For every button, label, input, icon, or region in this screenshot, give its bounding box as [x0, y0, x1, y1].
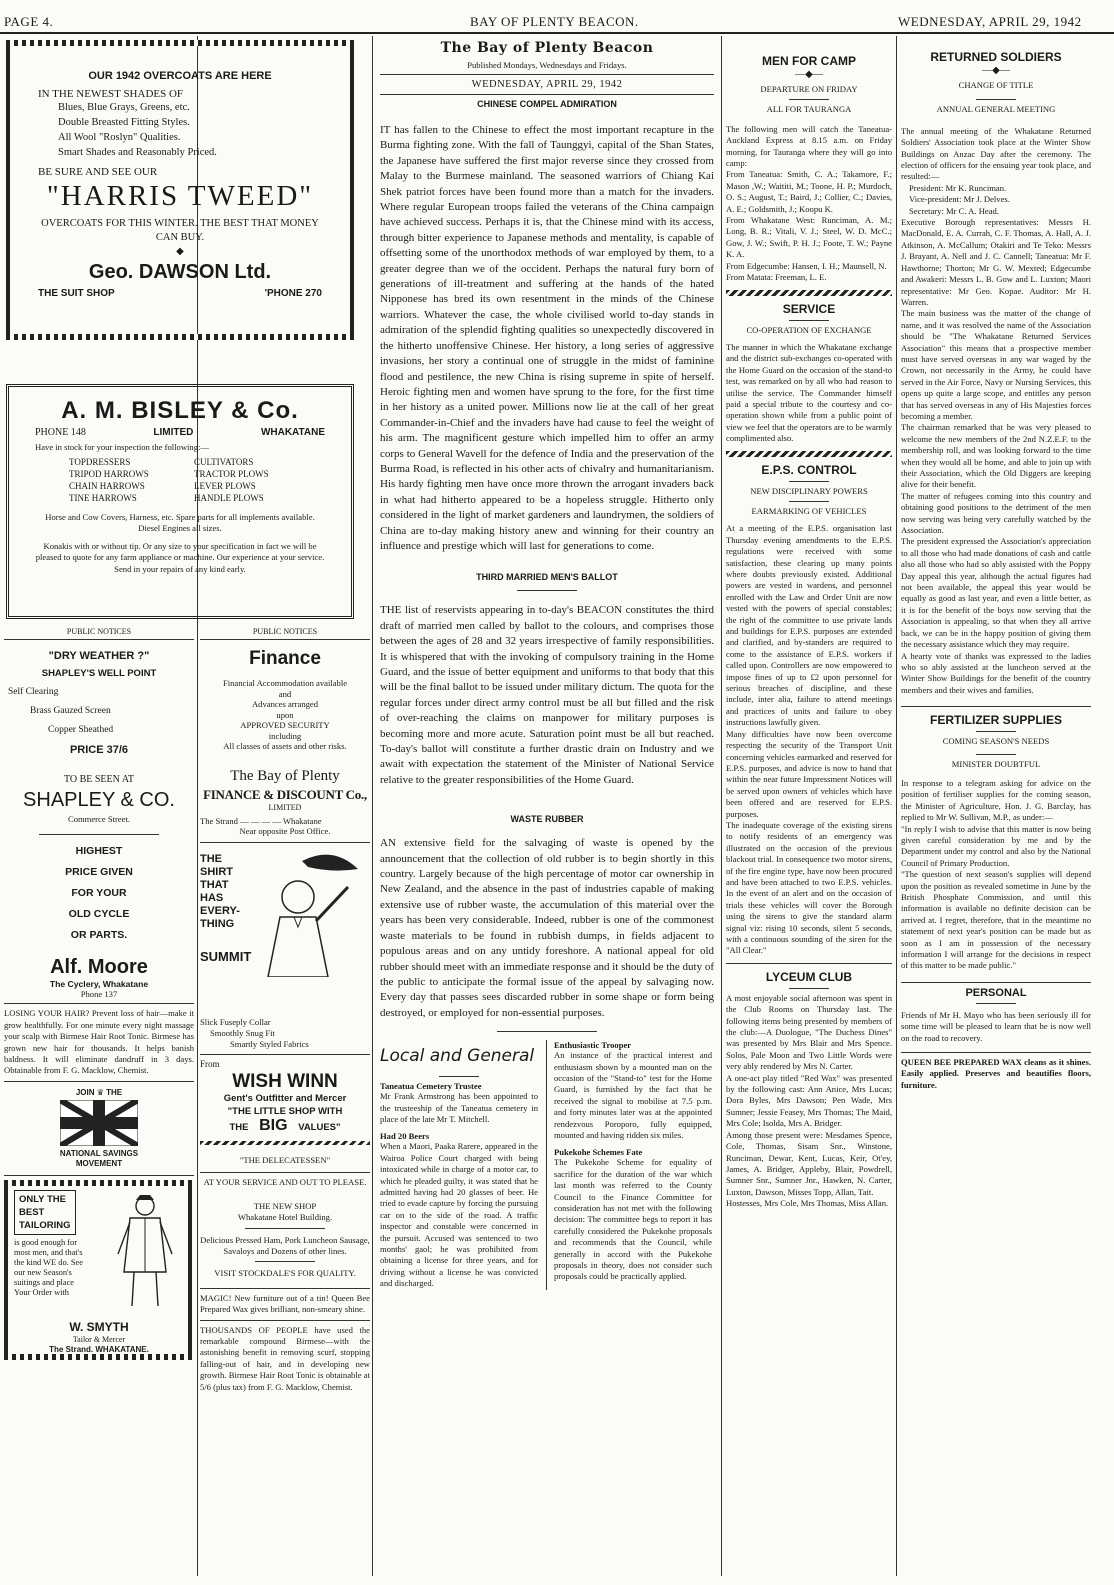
deli-visit: VISIT STOCKDALE'S FOR QUALITY. — [214, 1268, 356, 1279]
local-general-title: Local and General — [380, 1046, 535, 1067]
summit-word: HAS — [200, 891, 224, 904]
article-body: The inadequate coverage of the existing sirens to notify residents of an emergency was illustrated on the occasion of the previous blackout trial. In consequence two motor sirens, of the fire engine type, have now been procured and have been attached to two E.P.S. vehicles. In the event of an alert and on the occasion of trials these vehicles will cover the Borough using the sirens to give the standard alarm signal viz: rising 10 seconds, silent 5 seconds, with a continuous sounding of the siren for the "All Clear." — [726, 819, 892, 956]
article-subtitle: ALL FOR TAURANGA — [766, 104, 852, 115]
editorial-body: IT has fallen to the Chinese to effect the most important recapture in the Burma fighting zone. With the fall of Taunggyi, capital of the Shan States, the Japanese have suffered the first major reverse since they crossed from Malay to the Burmese mainland. The seasoned warriors of Chiang Kai Shek patriot forces have been found more than a match for the invaders. Where regular European troops failed the veterans of the China campaign have achieved success. Perhaps it is, that the Chinese mind with its access, through bitter experience to Japanese methods and mentality, is capable of offsetting some of the unorthodox methods of war employed by them, to a greater degree than we of the occident. Perhaps the natural fury born of generations of ill-treatment and suffering at the hands of the hated Nipponese has bred its own resentment in the minds of the Chinese warriors. Whatever the case, the whole civilised world to-day stands in admiration of the splendid fighting qualities so unexpectedly discovered in the hitherto unoffensive Chinese. Her history, a long series of aggressive invasions, her story a continual one of struggle in the midst of faminine flood and pestilence, the new China is rising supreme in spite of herself. Heroic fighting men and women have sprung to the fore, for the first time in her history as a united power. Millions now lie at the call of her great Commander-in-Chief and the invaders have had cause to feel the weight of his arm. The magnificent gesture which impelled him to offer an army corps to General Wavell for the defence of India and the preservation of the Burma Road, is reflected in his other acts of chivalry and humanitarianism. His hardy fighting men have once more thrown the arrogant invaders back in what had hitherto appeared to be a hopeless struggle. Hitherto only considered in the light of market gardeners and laundrymen, the soldiers of China are to-day making history anew and winning for their country an influence and prestige which will last for generations to come. — [380, 124, 714, 552]
smyth-head: BEST — [19, 1206, 45, 1218]
article-body: From Edgecumbe: Hansen, I. H.; Maunsell, N. — [726, 260, 887, 271]
feature: Copper Sheathed — [48, 725, 114, 736]
editorial-title: WASTE RUBBER — [510, 814, 584, 825]
article-title: E.P.S. CONTROL — [761, 462, 857, 477]
brief-body: An instance of the practical interest and enthusiasm shown by a mounted man on the occasion of the "Stand-to" test for the Home Guard, is furnished by the fact that he received the signal to mobilise at 7.5 p.m. and forty minutes later was at the appointed rendezvous Poroporo, fully equipped, mounted and having ridden six miles. — [554, 1050, 712, 1140]
article-body: A hearty vote of thanks was expressed to the ladies who so ably assisted at the luncheon served at the Winter Show Buildings for the benefit of the country members and their wives and families. — [901, 650, 1091, 695]
magic-notice: MAGIC! New furniture out of a tin! Queen Bee Prepared Wax gives brilliant, non-smeary shine. — [200, 1292, 370, 1315]
stock-item: TRACTOR PLOWS — [194, 469, 269, 479]
smyth-body: is good enough for most men, and that's the kind WE do. See our new Season's suitings and place Your Order with — [14, 1237, 83, 1297]
finance-strand: The Strand — — — — Whakatane — [200, 815, 322, 826]
article-body: A one-act play titled "Red Wax" was presented by the following cast: Ann Anice, Mrs Lucas; Dora Byles, Mrs Dawson; Pen Wade, Mrs Sumner; Jessie Feasey, Mrs Thomas; The Maid, Mrs Cole; Isolda, Mrs A. Bridger. — [726, 1072, 892, 1129]
stock-item: HANDLE PLOWS — [194, 493, 264, 503]
summit-feature: Smartly Styled Fabrics — [230, 1038, 309, 1049]
winn-slogan-the: THE — [229, 1121, 249, 1133]
ad-line: Blues, Blue Grays, Greens, etc. — [58, 102, 190, 113]
deli-service: AT YOUR SERVICE AND OUT TO PLEASE. — [203, 1177, 367, 1188]
stock-item: CHAIN HARROWS — [69, 481, 145, 491]
section-label: PUBLIC NOTICES — [200, 626, 370, 640]
summit-word: SHIRT — [200, 865, 233, 878]
editorial-title: CHINESE COMPEL ADMIRATION — [477, 99, 617, 109]
brief-head: Pukekohe Schemes Fate — [554, 1147, 643, 1158]
deli-new: THE NEW SHOP — [253, 1200, 317, 1211]
article-body: The following men will catch the Taneatua-Auckland Express at 8.15 a.m. on Friday morning, for Tauranga where they will go into camp: — [726, 123, 892, 169]
moore-line: OR PARTS. — [70, 929, 128, 942]
article-body: The manner in which the Whakatane exchange and the district sub-exchanges co-operated with the Home Guard on the occasion of the stand-to test, was remarked on by all who had reason to utilise the service. The Commander himself paid a special tribute to the courtesy and co-operation shown while from a public point of view we feel that the operators are to be warmly complimented also. — [726, 341, 892, 444]
article-subtitle: CO-OPERATION OF EXCHANGE — [746, 324, 872, 335]
article-subtitle: ANNUAL GENERAL MEETING — [936, 104, 1056, 115]
article-subtitle: CHANGE OF TITLE — [958, 80, 1034, 90]
smyth-firm: W. SMYTH — [69, 1319, 129, 1334]
bisley-konakis: Konakis with or without tip. Or any size to your specification in fact we will be pleased to quote for any farm appliance or machine. Our experience at your service. Send in your repairs of any kind early. — [35, 540, 325, 574]
section-label: PUBLIC NOTICES — [4, 626, 194, 640]
feature: Self Clearing — [8, 687, 59, 698]
article-body: From Taneatua: Smith, C. A.; Takamore, F.; Mason ,W.; Waititi, M.; Toone, H. P.; Murdoch, O. S.; August, T.; Baird, J.; Collier, C.; Davies, A. E.; Goldsmith, J.; Koopu K. — [726, 169, 892, 214]
moore-place: The Cyclery, Whakatane — [49, 979, 149, 990]
ad-headline: OUR 1942 OVERCOATS ARE HERE — [88, 70, 272, 82]
winn-from: From — [200, 1058, 220, 1069]
article-body: At a meeting of the E.P.S. organisation last Thursday evening amendments to the E.P.S. regulations were received with some satisfaction, these clearing up many points where doubts previously existed. Additional powers are vested in wardens, and personnel enrolled with the Law and Order Unit are now vested with the powers of special constables; the right of the committee to use private lands and buildings for E.P.S. purposes are extended and clarified, and by-standers are required to come to the assistance of E.P.S. workers if called upon. Controllers are now empowered to impose fines of up to £2 upon personnel for serious breaches of discipline, and these include, inter alia, failure to attend meetings and practices of units and failure to obey instructions lawfully given. — [726, 523, 892, 728]
article-subtitle: MINISTER DOUBTFUL — [951, 758, 1041, 769]
article-body: "In reply I wish to advise that this matter is now being given careful consideration by me and by the Department under my control and also by the National Council of Primary Production. — [901, 823, 1091, 868]
article-title: PERSONAL — [965, 986, 1027, 999]
ad-product: "HARRIS TWEED" — [46, 180, 314, 212]
savings-join: JOIN — [75, 1087, 95, 1097]
finance-firm2: FINANCE & DISCOUNT Co., — [203, 786, 367, 802]
birmese-notice: THOUSANDS OF PEOPLE have used the remarkable compound Birmese—with the astonishing benefit in removing scurf, stopping falling-out of hair, and in developing new growth. Birmese Hair Root Tonic is obtainable at 5/6 (plus tax) from F. G. Macklow, Chemist. — [200, 1324, 370, 1392]
tailor-figure-icon — [110, 1192, 180, 1310]
brief-body: The Pukekohe Scheme for equality of sacrifice for the duration of the war which last month was referred to the County Council to the Finance Committee for consideration has not met with the following decision: The committee begs to report it has carefully considered the Pukekohe proposals and recommends that the Council, while generally in accord with the Pukekohe proposals in theory, does not consider such proposals could be practically applied. — [554, 1157, 712, 1282]
moore-line: FOR YOUR — [71, 887, 127, 900]
smyth-ad — [4, 1180, 194, 1360]
dawson-ad: OUR 1942 OVERCOATS ARE HERE IN THE NEWEST SHADES OF Blues, Blue Grays, Greens, etc. Double Breasted Fitting Styles. All Wool "Roslyn" Qualities. Smart Shades and Reasonably Priced. BE SURE AND SEE OUR "HARRIS TWEED" OVERCOATS FOR THIS WINTER. THE BEST THAT MONEY CAN BUY. ◆ Geo. DAWSON Ltd. THE SUIT SHOP 'PHONE 270 — [38, 70, 322, 299]
savings-ad: JOIN ♛ THE NATIONAL SAVINGS MOVEMENT — [4, 1088, 194, 1169]
finance-line: upon — [276, 709, 294, 720]
article-title: LYCEUM CLUB — [765, 969, 853, 984]
union-jack-icon — [60, 1100, 138, 1146]
editorial-date: WEDNESDAY, APRIL 29, 1942 — [471, 79, 623, 90]
brief-head: Had 20 Beers — [380, 1131, 430, 1142]
article-subtitle: EARMARKING OF VEHICLES — [751, 505, 867, 516]
stock-item: LEVER PLOWS — [194, 481, 256, 491]
feature: Brass Gauzed Screen — [30, 706, 111, 717]
article-title: FERTILIZER SUPPLIES — [929, 713, 1062, 728]
summit-ad — [200, 853, 370, 1013]
stock-item: CULTIVATORS — [194, 457, 254, 467]
issue-date: WEDNESDAY, APRIL 29, 1942 — [898, 14, 1082, 29]
ad-firm: Geo. DAWSON Ltd. — [88, 261, 272, 283]
shapley-question: "DRY WEATHER ?" — [48, 650, 150, 663]
winn-slogan-big: BIG — [259, 1116, 288, 1134]
winn-slogan-values: VALUES" — [298, 1121, 341, 1133]
savings-label: NATIONAL SAVINGS MOVEMENT — [59, 1148, 139, 1168]
bisley-firm: A. M. BISLEY & Co. — [61, 397, 299, 424]
article-subtitle: NEW DISCIPLINARY POWERS — [750, 485, 868, 496]
editorial-column — [380, 40, 714, 1576]
queen-bee-notice: QUEEN BEE PREPARED WAX cleans as it shines. Easily applied. Preserves and beautifies floors, furniture. — [901, 1057, 1091, 1090]
deli-where: Whakatane Hotel Building. — [237, 1212, 333, 1223]
editorial-title: THIRD MARRIED MEN'S BALLOT — [476, 572, 618, 583]
article-subtitle: DEPARTURE ON FRIDAY — [760, 84, 858, 94]
moore-firm: Alf. Moore — [50, 956, 148, 979]
finance-line: including — [268, 730, 302, 741]
shapley-product: SHAPLEY'S WELL POINT — [41, 668, 157, 680]
newspaper-name: BAY OF PLENTY BEACON. — [470, 14, 639, 29]
moore-line: HIGHEST — [75, 845, 123, 858]
finance-title: Finance — [249, 648, 321, 670]
ad-phone: 'PHONE 270 — [264, 288, 322, 299]
smyth-head: TAILORING — [19, 1219, 71, 1231]
deli-foods: Delicious Pressed Ham, Pork Luncheon Sausage, Savaloys and Dozens of other lines. — [200, 1234, 370, 1256]
article-body: In response to a telegram asking for advice on the position of fertiliser supplies for the coming season, the Minister of Agriculture, Hon. J. G. Barclay, has replied to Mr W. Sullivan, M.P., as under:— — [901, 777, 1091, 823]
article-title: MEN FOR CAMP — [762, 54, 856, 68]
brief-body: When a Maori, Paaka Rarere, appeared in the Wairoa Police Court charged with being intoxicated while in charge of a motor car, to which he pleaded guilty, it was stated that he admitted having had 20 glasses of beer. He tried to evade capture by forcing the pursuing car on to the side of the road. A traffic inspector and constable were concerned in the pursuit. Accused was sentenced to two months' gaol; he was prohibited from obtaining a license for three years, and for driving without a license he was convicted and discharged. — [380, 1141, 538, 1289]
finance-line: and — [278, 688, 292, 699]
finance-firm: The Bay of Plenty — [230, 767, 340, 784]
brief-head: Taneatua Cemetery Trustee — [380, 1081, 482, 1092]
column-1 — [4, 626, 194, 1576]
stock-item: TINE HARROWS — [69, 493, 137, 503]
column-4: MEN FOR CAMP —◆— DEPARTURE ON FRIDAY ALL FOR TAURANGA The following men will catch the Taneatua-Auckland Express at 8.15 a.m. on Friday morning, for Tauranga where they will go into camp: From Taneatua: Smith, C. A.; Takamore, F.; Mason ,W.; Waititi, M.; Toone, H. P.; Murdoch, O. S.; August, T.; Baird, J.; Collier, C.; Davies, A. E.; Goldsmith, J.; Koopu K. From Whakatane West: Runciman, A. M.; Long, B. R.; Vitali, V. J.; Steel, W. D. McC.; Gow, J. W.; Swift, P. H. J.; Foote, T. W.; Payne K. A. From Edgecumbe: Hansen, I. H.; Maunsell, N. From Matata: Freeman, L. E. SERVICE CO-OPERATION OF EXCHANGE The manner in which the Whakatane exchange and the district sub-exchanges co-operated with the Home Guard on the occasion of the stand-to test, was remarked on by all who had reason to utilise the service. The Commander himself paid a special tribute to the courtesy and co-operation shown while from a public point of view we feel that the operators are to be warmly complimented also. E.P.S. CONTROL NEW DISCIPLINARY POWERS EARMARKING OF VEHICLES At a meeting of the E.P.S. organisation last Thursday evening amendments to the E.P.S. regulations were received with some satisfaction, these clearing up many points where doubts previously existed. Additional powers are vested in wardens, and personnel enrolled with the Law and Order Unit are now vested with the powers of special constables; the right of the committee to use private lands and buildings for E.P.S. purposes are extended and clarified, and by-standers are required to come to the assistance of E.P.S. workers if called upon. Controllers are now empowered to impose fines of up to £2 upon personnel for serious breaches of discipline, and these include, inter alia, failure to attend meetings and practices of units and failure to obey instructions lawfully given. Many difficulties have now been overcome respecting the security of the Transport Unit concerning vehicles earmarked and reserved for E.P.S. purposes, and advice is now to hand that within the near future Impressment Notices will be served upon owners of vehicles which have been offered and are reserved for E.P.S. purposes. The inadequate coverage of the existing sirens to notify residents of an emergency was illustrated on the occasion of the previous blackout trial. In consequence two motor sirens, of the fire engine type, have now been procured and have been attached to two E.P.S. vehicles. In the event of an alert and on the occasion of trials these vehicles will cover the Borough using the sirens to give the standard alarm signal viz: rising 10 seconds, silent 5 seconds, with a continuous sounding of the siren for the "All Clear." LYCEUM CLUB A most enjoyable social afternoon was spent in the Club Rooms on Thursday last. The following items being presented by members of the club:—A Duologue, "The Duchess Dines" was presented by Mrs Blair and Mrs Spence. Solos, Pale Moon and Two Little Words were very ably rendered by Mrs N. Carter. A one-act play titled "Red Wax" was presented by the following cast: Ann Anice, Mrs Lucas; Dora Byles, Mrs Dawson; Pen Wade, Mrs Sumner; Jessie Feasey, Mrs Thomas; The Maid, Mrs Cole; Isolda, Mrs A. Bridger. Among those present were: Mesdames Spence, Cole, Thomas, Sisam Snr., Winstone, Runciman, Dewar, Kent, Lucas, Keir, Ot'ey, James, A. Bridger, Appleby, Blair, Powdrell, Sumner Snr., Sumner Jnr., Hawken, N. Carter, Luxton, Dawson, Misses Topp, Allan, Tait. Hostesses, Mrs Cole, Mrs Thomas, Miss Allan. — [726, 54, 892, 1209]
summit-word: EVERY- — [200, 904, 240, 917]
finance-line: All classes of assets and other risks. — [223, 741, 347, 752]
finance-limited: LIMITED — [268, 802, 302, 812]
article-body: The matter of refugees coming into this country and obtaining good positions to the detriment of the men now serving was being very carefully watched by the Association. — [901, 490, 1091, 536]
finance-near: Near opposite Post Office. — [239, 825, 331, 836]
article-body: From Whakatane West: Runciman, A. M.; Long, B. R.; Vitali, V. J.; Steel, W. D. McC.; Gow, J. W.; Swift, P. H. J.; Foote, T. W.; Payne K. A. — [726, 215, 892, 260]
shapley-price: PRICE 37/6 — [69, 744, 129, 757]
finance-line: Advances arranged — [251, 699, 319, 710]
article-body: A most enjoyable social afternoon was spent in the Club Rooms on Thursday last. The following items being presented by members of the club:—A Duologue, "The Duchess Dines" was presented by Mrs Blair and Mrs Spence. Solos, Pale Moon and Two Little Words were very ably rendered by Mrs N. Carter. — [726, 992, 892, 1072]
article-title: RETURNED SOLDIERS — [930, 50, 1062, 64]
finance-line: APPROVED SECURITY — [240, 720, 330, 731]
editorial-body: AN extensive field for the salvaging of waste is opened by the announcement that the collection of old rubber is to begin shortly in this country. Largely because of the high percentage of motor car ownership in New Zealand, and the absence in the past of industries capable of making extensive use of rubber waste, the accumulation of this material over the years has been very considerable. Indeed, rubber is one of the commonest waste materials to be found in rubbish dumps, in fields adjacent to populous areas and on any untidy foreshore. A national appeal for old rubber should meet with an immediate response and it should be the duty of the public to anticipate the formal issue of the appeal by salvaging now. Every day that passes sees discarded rubber in some shape or form being destroyed, or employed for non-essential purposes. — [380, 837, 714, 1019]
ad-shop: THE SUIT SHOP — [38, 288, 115, 299]
article-body: The president expressed the Association's appreciation to all those who had made donations of cash and cattle also all those who had so ably assisted with the Poppy Day appeal this year, although the actual figures had not been available, the appeal this year would be equally as good as last year, and even a little better, as it is for the benefit of the boys now serving that the Association is appealing, so that when they all arrive back, we can be in the happy position of giving them the necessary assistance which they may require. — [901, 536, 1091, 650]
article-body: Among those present were: Mesdames Spence, Cole, Thomas, Sisam Snr., Winstone, Runciman, Dewar, Kent, Lucas, Keir, Ot'ey, James, A. Bridger, Appleby, Blair, Powdrell, Sumner Snr., Sumner Jnr., Hawken, N. Carter, Luxton, Dawson, Misses Topp, Allan, Tait. — [726, 1129, 892, 1197]
editorial-body: THE list of reservists appearing in to-day's BEACON constitutes the third draft of married men called by ballot to the colours, and comprises those between the ages of 28 and 32 years irrespective of family responsibilities. It is whispered that with the invoking of compulsory training in the Home Guard, and the issue of better equipment and uniforms to that body that this will be the final ballot to be issued under military dictum. The quota for the regular forces under direct army control must be all but filled and the risk of over-reaching the claims on manpower for military purposes is becoming more and more acute. Saturation point must be all but reached. To-day's ballot will constitute a further drastic drain on Industry and we await with expectation the statement of the Minister of National Service relative to the greater responsibilities of the Home Guard. — [380, 604, 714, 786]
smyth-addr: Tailor & Mercer — [72, 1334, 126, 1344]
summit-brand: SUMMIT — [200, 948, 252, 964]
savings-the: THE — [106, 1087, 123, 1097]
page-header — [0, 6, 1114, 34]
summit-script: Summit — [280, 864, 319, 880]
column-5: RETURNED SOLDIERS —◆— CHANGE OF TITLE ANNUAL GENERAL MEETING The annual meeting of the Whakatane Returned Soldiers' Association took place at the Winter Show Buildings on Anzac Day after the ceremony. The election of officers for the ensuing year took place, and resulted:— President: Mr K. Runciman. Vice-president: Mr J. Delves. Secretary: Mr C. A. Head. Executive Borough representatives: Messrs H. MacDonald, E. A. Currah, C. F. Thomas, A. Hall, A. J. Atkinson, A. McCallum; Otakiri and Te Teko: Messrs J. Brayant, A. Nell and J. C. Cannell; Taneatua: Mr F. Hawthorne; Thorton; Mr G. W. Mexted; Edgecumbe and Awakeri: Messrs L. B. Gow and L. Luxton; Maori representative: Mr Geo. Kopae. Auditor: Mr H. Warren. The main business was the matter of the change of name, and it was resolved the name of the Association should be "The Whakatane Returned Services Association" this means that a prospective member must have served overseas in any war waged by the Crown, not necessarily in the Army, he could have served in the Air Force, Navy or Nursing Services, this opens up quite a large scope, and entitles any person that has served overseas in any of His Majesties forces becoming a member. The chairman remarked that he was very pleased to welcome the new members of the 2nd N.Z.E.F. to the membership roll, and was looking forward to the time when they would all be home, and able to join up with their Association, which the Old Diggers are keeping alive for their benefit. The matter of refugees coming into this country and obtaining good positions to the detriment of the men now serving was being very carefully watched by the Association. The president expressed the Association's appreciation to all those who had made donations of cash and cattle also all those who had so ably assisted with the Poppy Day appeal this year, although the actual figures had not been available, the appeal this year would be equally as good as last year, and even a little better, as it is for the benefit of the boys now serving that the Association is appealing, so that when they all arrive back, we can be in the happy position of giving them the necessary assistance which they may require. A hearty vote of thanks was expressed to the ladies who so ably assisted at the luncheon served at the Winter Show Buildings for the benefit of the country members and their wives and families. FERTILIZER SUPPLIES COMING SEASON'S NEEDS MINISTER DOUBTFUL In response to a telegram asking for advice on the position of fertiliser supplies for the coming season, the Minister of Agriculture, Hon. J. G. Barclay, has replied to Mr W. Sullivan, M.P., as under:— "In reply I wish to advise that this matter is now being given careful consideration by me and by the Department under my control and also by the National Council of Primary Production. "The question of next season's supplies will depend upon the position as revealed sometime in June by the British Phosphate Commission, and until this information is available no definite decision can be arrived at. I regret, therefore, that in the meantime no statement of next year's position can be made but as soon as I am in possession of the necessary information I will arrange for the decisions in respect of this matter to be made public." PERSONAL Friends of Mr H. Mayo who has been seriously ill for some time will be pleased to learn that he is now well on the road to recovery. QUEEN BEE PREPARED WAX cleans as it shines. Easily applied. Preserves and beautifies floors, furniture. — [901, 50, 1091, 1090]
ad-intro: IN THE NEWEST SHADES OF — [38, 88, 184, 100]
article-body: From Matata: Freeman, L. E. — [726, 272, 827, 283]
bisley-limited: LIMITED — [153, 427, 194, 438]
article-body: Hostesses, Mrs Cole, Mrs Thomas, Miss Allan. — [726, 1198, 889, 1209]
masthead-title: The Bay of Plenty Beacon — [440, 40, 654, 56]
bisley-ad — [6, 384, 354, 619]
article-body: Secretary: Mr C. A. Head. — [909, 205, 999, 216]
article-body: Many difficulties have now been overcome respecting the security of the Transport Unit concerning vehicles earmarked and reserved for E.P.S. purposes, and advice is now to hand that within the near future Impressment Notices will be served upon owners of vehicles which have been offered and are reserved for E.P.S. purposes. — [726, 728, 892, 819]
moore-phone: Phone 137 — [80, 989, 118, 1000]
brief-body: Mr Frank Armstrong has been appointed to the trusteeship of the Taneatua cemetery in place of the late Mr T. Mitchell. — [380, 1091, 538, 1124]
article-title: SERVICE — [782, 301, 836, 316]
article-body: The annual meeting of the Whakatane Returned Soldiers' Association took place at the Winter Show Buildings on Anzac Day after the ceremony. The election of officers for the ensuing year took place, and resulted:— — [901, 125, 1091, 182]
stock-item: TRIPOD HARROWS — [69, 469, 149, 479]
article-body: President: Mr K. Runciman. — [909, 182, 1007, 193]
ad-tagline: OVERCOATS FOR THIS WINTER. THE BEST THAT MONEY CAN BUY. — [41, 218, 319, 243]
winn-desc: Gent's Outfitter and Mercer — [223, 1092, 347, 1104]
winn-slogan: "THE LITTLE SHOP WITH — [227, 1105, 343, 1117]
page-number: PAGE 4. — [4, 14, 54, 29]
publication-schedule: Published Mondays, Wednesdays and Fridays. — [467, 60, 627, 70]
smyth-town: The Strand. WHAKATANE. — [49, 1344, 149, 1354]
deli-name: "THE DELECATESSEN" — [239, 1154, 331, 1165]
hair-notice: LOSING YOUR HAIR? Prevent loss of hair—make it grow healthfully. For one minute every night massage your scalp with Birmese Hair Root Tonic. Birmese has grown new hair for thousands. It helps banish baldness. It will eliminate dandruff in 3 days. Obtainable from F. G. Macklow, Chemist. — [4, 1008, 194, 1076]
stock-item: TOPDRESSERS — [69, 457, 131, 467]
bisley-intro: Have in stock for your inspection the following:— — [35, 442, 209, 452]
brief-head: Enthusiastic Trooper — [554, 1040, 632, 1051]
ad-be-sure: BE SURE AND SEE OUR — [38, 166, 158, 178]
ad-line: Smart Shades and Reasonably Priced. — [58, 147, 217, 158]
ad-line: All Wool "Roslyn" Qualities. — [58, 132, 181, 143]
summit-word: THAT — [200, 878, 229, 891]
column-2 — [200, 626, 370, 1576]
article-body: "The question of next season's supplies will depend upon the position as revealed sometime in June by the British Phosphate Commission, and until this information is available no definite decision can be arrived at. I regret, therefore, that in the meantime no statement of next year's position can be made but as soon as I am in possession of the necessary information I will arrange for the decisions in respect of this matter to be made public." — [901, 869, 1091, 971]
ad-line: Double Breasted Fitting Styles. — [58, 117, 190, 128]
finance-line: Financial Accommodation available — [222, 678, 348, 689]
bisley-town: WHAKATANE — [260, 427, 325, 438]
article-subtitle: COMING SEASON'S NEEDS — [942, 736, 1050, 747]
article-body: The main business was the matter of the change of name, and it was resolved the name of the Association should be "The Whakatane Returned Services Association" this means that a prospective member must have served overseas in any war waged by the Crown, not necessarily in the Army, he could have served in the Air Force, Navy or Nursing Services, this opens up quite a large scope, and entitles any person that has served overseas in any of His Majesties forces becoming a member. — [901, 308, 1091, 421]
article-body: Vice-president: Mr J. Delves. — [909, 194, 1010, 205]
summit-word: THING — [200, 917, 235, 930]
article-body: Executive Borough representatives: Messrs H. MacDonald, E. A. Currah, C. F. Thomas, A. Hall, A. J. Atkinson, A. McCallum; Otakiri and Te Teko: Messrs J. Brayant, A. Nell and J. C. Cannell; Taneatua: Mr F. Hawthorne; Thorton; Mr G. W. Mexted; Edgecumbe and Awakeri: Messrs L. B. Gow and L. Luxton; Maori representative: Mr Geo. Kopae. Auditor: Mr H. Warren. — [901, 217, 1091, 307]
shapley-seen: TO BE SEEN AT — [63, 774, 135, 786]
summit-feature: Slick Fuseply Collar — [200, 1016, 271, 1027]
bisley-covers: Horse and Cow Covers, Harness, etc. Spare parts for all implements available. Diesel Engines all sizes. — [45, 512, 315, 534]
winn-firm: WISH WINN — [232, 1070, 338, 1092]
shapley-street: Commerce Street. — [67, 814, 131, 825]
moore-line: PRICE GIVEN — [65, 866, 133, 879]
smyth-head: ONLY THE — [19, 1193, 66, 1205]
moore-line: OLD CYCLE — [68, 908, 130, 921]
summit-word: THE — [200, 852, 222, 865]
bisley-phone: PHONE 148 — [35, 427, 86, 438]
article-body: The chairman remarked that he was very pleased to welcome the new members of the 2nd N.Z.E.F. to the membership roll, and was looking forward to the time when they would all be home, and able to join up with their Association, which the Old Diggers are keeping alive for their benefit. — [901, 422, 1091, 490]
shapley-firm: SHAPLEY & CO. — [23, 789, 175, 812]
article-body: Friends of Mr H. Mayo who has been seriously ill for some time will be pleased to learn that he is now well on the road to recovery. — [901, 1009, 1091, 1043]
summit-feature: Smoothly Snug Fit — [210, 1027, 275, 1038]
